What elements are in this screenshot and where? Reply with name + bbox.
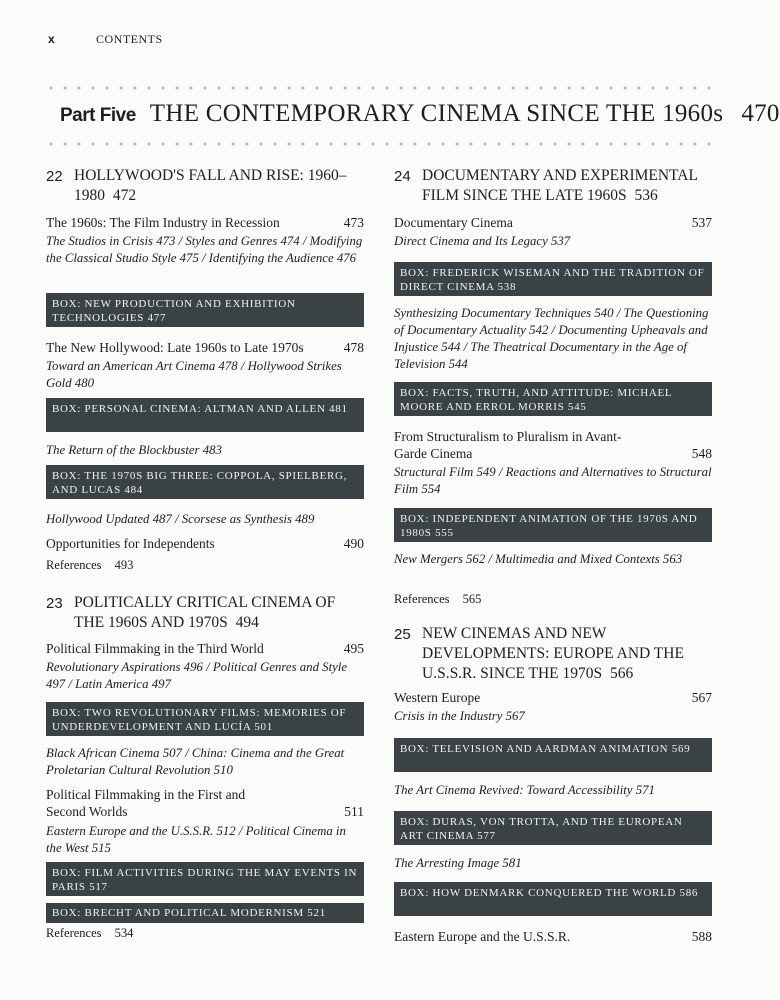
section-entry: Eastern Europe and the U.S.S.R. 588 (394, 929, 712, 944)
subsection-list: Eastern Europe and the U.S.S.R. 512 / Political Cinema in the West 515 (46, 824, 346, 855)
page-number: x (48, 32, 56, 46)
chapter-page: 566 (610, 665, 634, 682)
chapter-24-heading (394, 166, 712, 206)
chapter-number: 23 (46, 595, 63, 612)
left-column (46, 0, 364, 1000)
chapter-25-heading (394, 624, 712, 684)
box-entry: BOX: HOW DENMARK CONQUERED THE WORLD 586 (394, 882, 712, 916)
subsection-list: The Art Cinema Revived: Toward Accessibility 571 (394, 783, 655, 797)
subsection-list: Toward an American Art Cinema 478 / Hollywood Strikes Gold 480 (46, 359, 342, 390)
part-page: 470 (741, 100, 780, 127)
box-entry: BOX: PERSONAL CINEMA: ALTMAN AND ALLEN 481 (46, 398, 364, 432)
chapter-page: 472 (112, 187, 137, 204)
section-entry: Political Filmmaking in the First and Second Worlds 511 (46, 787, 364, 819)
subsection-list: Revolutionary Aspirations 496 / Political Genres and Style 497 / Latin America 497 (46, 660, 348, 691)
subsection-list: Structural Film 549 / Reactions and Alternatives to Structural Film 554 (394, 465, 712, 496)
subsection-list: The Arresting Image 581 (394, 856, 522, 870)
box-entry: BOX: FILM ACTIVITIES DURING THE MAY EVENTS IN PARIS 517 (46, 862, 364, 896)
chapter-22-heading (46, 166, 364, 206)
references-entry: References 493 (46, 558, 134, 572)
box-entry: BOX: DURAS, VON TROTTA, AND THE EUROPEAN ART CINEMA 577 (394, 811, 712, 845)
box-entry: BOX: FACTS, TRUTH, AND ATTITUDE: MICHAEL MOORE AND ERROL MORRIS 545 (394, 382, 712, 416)
chapter-page: 494 (235, 614, 259, 631)
running-title: CONTENTS (96, 32, 163, 46)
section-entry: The 1960s: The Film Industry in Recession 473 (46, 215, 364, 230)
subsection-list: Direct Cinema and Its Legacy 537 (394, 234, 571, 248)
chapter-page: 536 (634, 187, 658, 204)
section-entry: Western Europe 567 (394, 690, 712, 705)
chapter-number: 25 (394, 626, 411, 643)
box-entry: BOX: TELEVISION AND AARDMAN ANIMATION 569 (394, 738, 712, 772)
chapter-number: 24 (394, 168, 411, 185)
chapter-title: HOLLYWOOD'S FALL AND RISE: 1960–1980 (74, 167, 347, 204)
section-entry: The New Hollywood: Late 1960s to Late 1970s 478 (46, 340, 364, 355)
chapter-title: NEW CINEMAS AND NEW DEVELOPMENTS: EUROPE AND THE U.S.S.R. SINCE THE 1970S (422, 625, 684, 682)
box-entry: BOX: THE 1970S BIG THREE: COPPOLA, SPIELBERG, AND LUCAS 484 (46, 465, 364, 499)
section-entry: From Structuralism to Pluralism in Avant-Garde Cinema 548 (394, 429, 712, 461)
box-entry: BOX: INDEPENDENT ANIMATION OF THE 1970S AND 1980S 555 (394, 508, 712, 542)
chapter-number: 22 (46, 168, 63, 185)
subsection-list: New Mergers 562 / Multimedia and Mixed Contexts 563 (394, 552, 683, 566)
references-entry: References 534 (46, 926, 134, 940)
subsection-list: Black African Cinema 507 / China: Cinema and the Great Proletarian Cultural Revolution 510 (46, 746, 345, 777)
right-column (394, 0, 712, 1000)
chapter-title: DOCUMENTARY AND EXPERIMENTAL FILM SINCE THE LATE 1960S (422, 167, 698, 204)
references-entry: References 565 (394, 592, 482, 606)
subsection-list: The Studios in Crisis 473 / Styles and Genres 474 / Modifying the Classical Studio Style 475 / Identifying the Audience 476 (46, 234, 363, 265)
box-entry: BOX: NEW PRODUCTION AND EXHIBITION TECHNOLOGIES 477 (46, 293, 364, 327)
box-entry: BOX: BRECHT AND POLITICAL MODERNISM 521 (46, 903, 364, 923)
part-title: THE CONTEMPORARY CINEMA SINCE THE 1960s (149, 100, 724, 127)
section-entry: Political Filmmaking in the Third World 495 (46, 641, 364, 656)
part-label: Part Five (60, 105, 136, 126)
box-entry: BOX: TWO REVOLUTIONARY FILMS: MEMORIES OF UNDERDEVELOPMENT AND LUCÍA 501 (46, 702, 364, 736)
subsection-list: The Return of the Blockbuster 483 (46, 443, 222, 457)
subsection-list: Hollywood Updated 487 / Scorsese as Synthesis 489 (46, 512, 315, 526)
chapter-title: POLITICALLY CRITICAL CINEMA OF THE 1960S AND 1970S (74, 594, 336, 631)
box-entry: BOX: FREDERICK WISEMAN AND THE TRADITION OF DIRECT CINEMA 538 (394, 262, 712, 296)
subsection-list: Synthesizing Documentary Techniques 540 / The Questioning of Documentary Actuality 542 / Documenting Upheavals and Injustice 544 / The Theatrical Documentary in the Age of Television 544 (394, 306, 709, 371)
chapter-23-heading (46, 593, 364, 633)
section-entry: Documentary Cinema 537 (394, 215, 712, 230)
section-entry: Opportunities for Independents 490 (46, 536, 364, 551)
subsection-list: Crisis in the Industry 567 (394, 709, 525, 723)
